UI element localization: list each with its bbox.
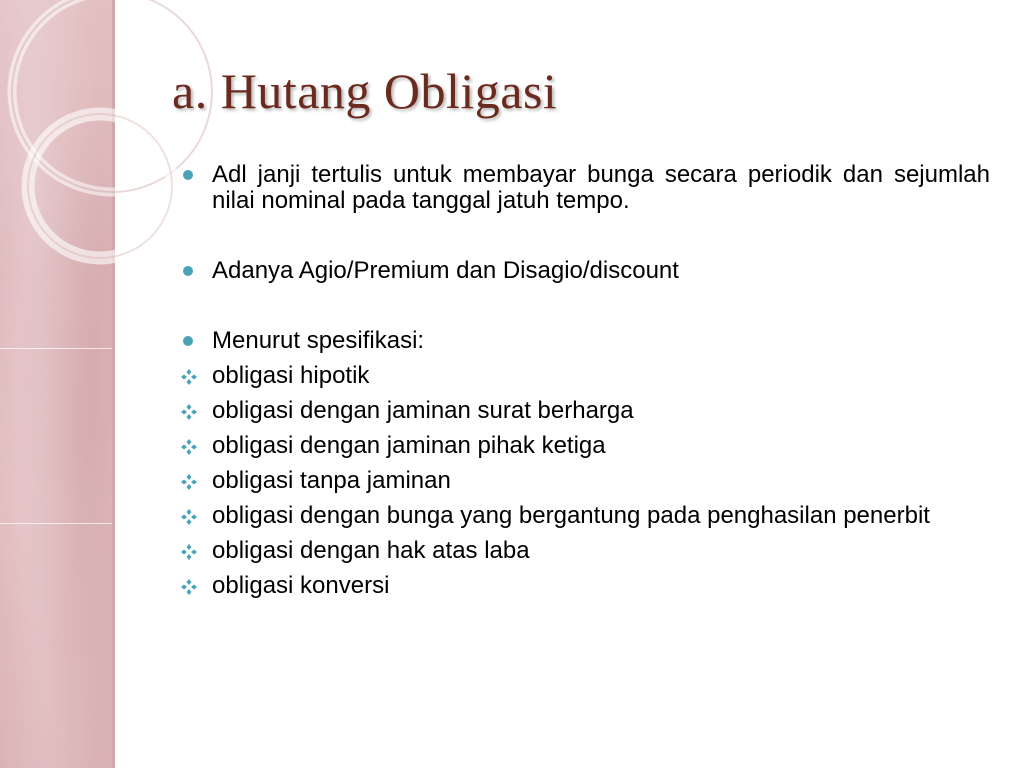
bullet-dot-icon <box>180 258 204 284</box>
list-item-text: Adl janji tertulis untuk membayar bunga secara periodik dan sejumlah nilai nominal pada tanggal jatuh tempo. <box>212 161 990 214</box>
list-item-text: Adanya Agio/Premium dan Disagio/discount <box>212 257 679 284</box>
diamond-bullet-icon <box>180 433 204 459</box>
bullet-dot-icon <box>180 162 204 188</box>
list-item-text: obligasi dengan jaminan pihak ketiga <box>212 432 606 459</box>
bullet-dot-icon <box>180 328 204 354</box>
list-item <box>180 162 990 214</box>
diamond-bullet-icon <box>180 468 204 494</box>
diamond-bullet-icon <box>180 503 204 529</box>
list-item-text: Menurut spesifikasi: <box>212 327 425 354</box>
list-item-text: obligasi dengan jaminan surat berharga <box>212 397 634 424</box>
band-divider <box>0 523 112 524</box>
diamond-bullet-icon <box>180 573 204 599</box>
band-divider <box>0 348 112 349</box>
diamond-bullet-icon <box>180 363 204 389</box>
list-item-text: obligasi dengan bunga yang bergantung pada penghasilan penerbit <box>212 502 930 529</box>
list-item-text: obligasi hipotik <box>212 362 370 389</box>
sub-list-item <box>180 503 990 529</box>
slide-content <box>180 162 990 599</box>
list-item <box>180 258 990 284</box>
list-item <box>180 328 990 354</box>
sub-list-item <box>180 363 990 389</box>
sub-list-item <box>180 538 990 564</box>
list-item-text: obligasi tanpa jaminan <box>212 467 451 494</box>
list-item-text: obligasi dengan hak atas laba <box>212 537 530 564</box>
sub-list-item <box>180 398 990 424</box>
diamond-bullet-icon <box>180 538 204 564</box>
diamond-bullet-icon <box>180 398 204 424</box>
list-item-text: obligasi konversi <box>212 572 390 599</box>
sub-list-item <box>180 573 990 599</box>
sub-list-item <box>180 433 990 459</box>
slide-title: a. Hutang Obligasi <box>172 63 558 119</box>
sub-list-item <box>180 468 990 494</box>
